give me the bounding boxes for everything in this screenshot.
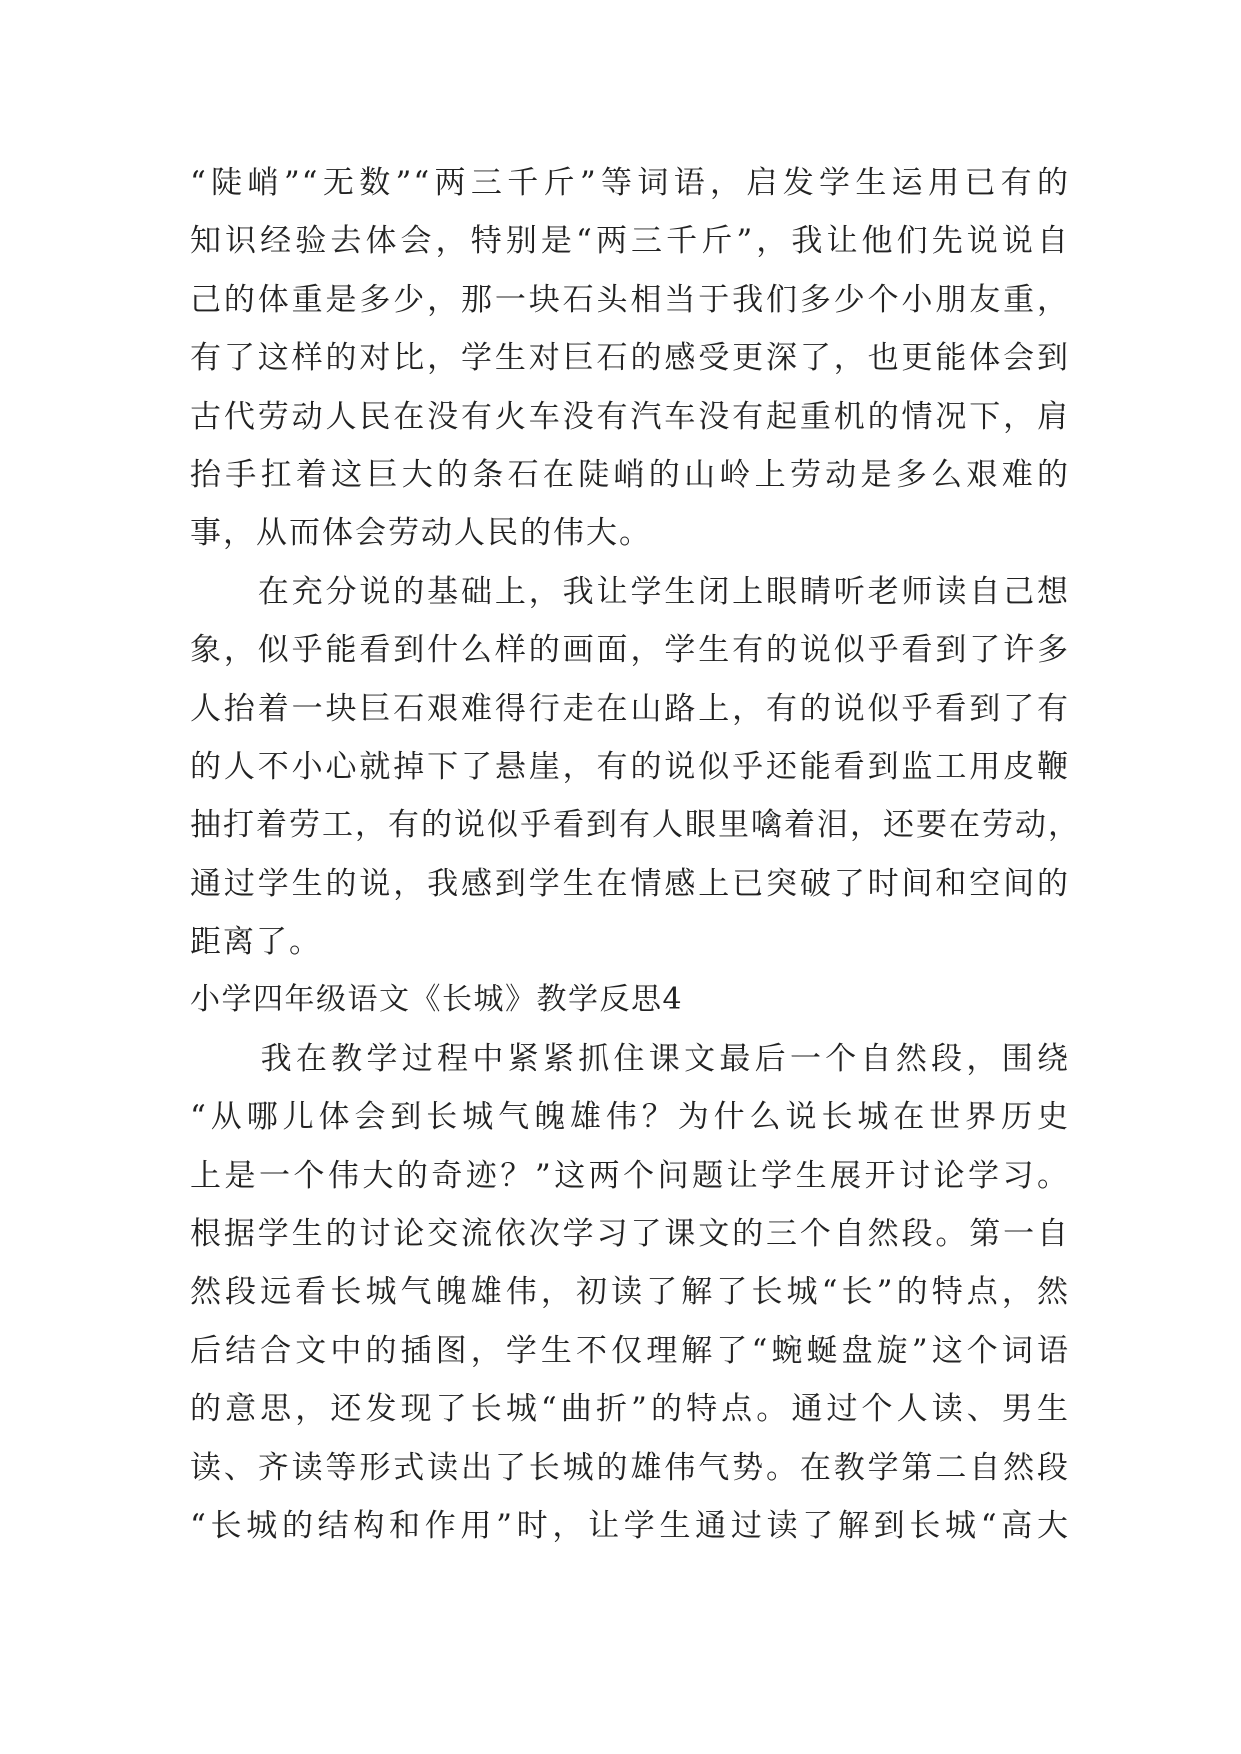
text-line: 知识经验去体会，特别是“两三千斤”，我让他们先说说自 [190, 223, 1070, 260]
section-heading: 小学四年级语文《长城》教学反思4 [190, 982, 684, 1018]
text-line: 抽打着劳工，有的说似乎看到有人眼里噙着泪，还要在劳动， [190, 807, 1081, 844]
text-line: 后结合文中的插图，学生不仅理解了“蜿蜒盘旋”这个词语 [190, 1332, 1070, 1369]
text-line: “陡峭”“无数”“两三千斤”等词语，启发学生运用已有的 [190, 165, 1070, 201]
text-line: 有了这样的对比，学生对巨石的感受更深了，也更能体会到 [190, 340, 1070, 377]
text-line: 抬手扛着这巨大的条石在陡峭的山岭上劳动是多么艰难的 [190, 456, 1070, 493]
text-line: 事，从而体会劳动人民的伟大。 [190, 515, 652, 552]
text-line: 然段远看长城气魄雄伟，初读了解了长城“长”的特点，然 [190, 1274, 1070, 1311]
text-line: 的意思，还发现了长城“曲折”的特点。通过个人读、男生 [190, 1391, 1070, 1428]
text-line: 通过学生的说，我感到学生在情感上已突破了时间和空间的 [190, 865, 1070, 902]
text-line: 古代劳动人民在没有火车没有汽车没有起重机的情况下，肩 [190, 398, 1070, 435]
text-line: 读、齐读等形式读出了长城的雄伟气势。在教学第二自然段 [190, 1449, 1070, 1486]
text-line: 己的体重是多少，那一块石头相当于我们多少个小朋友重， [190, 281, 1070, 318]
text-line: 象，似乎能看到什么样的画面，学生有的说似乎看到了许多 [190, 632, 1070, 669]
text-line: “从哪儿体会到长城气魄雄伟？为什么说长城在世界历史 [190, 1099, 1070, 1136]
text-line: “长城的结构和作用”时，让学生通过读了解到长城“高大 [190, 1507, 1070, 1544]
text-line: 的人不小心就掉下了悬崖，有的说似乎还能看到监工用皮鞭 [190, 748, 1070, 785]
paragraph-2 [190, 563, 1081, 972]
text-line: 我在教学过程中紧紧抓住课文最后一个自然段，围绕 [190, 1040, 1070, 1077]
text-line: 上是一个伟大的奇迹？”这两个问题让学生展开讨论学习。 [190, 1157, 1070, 1194]
paragraph-1 [190, 154, 1070, 563]
text-line: 根据学生的讨论交流依次学习了课文的三个自然段。第一自 [190, 1216, 1070, 1253]
text-line: 人抬着一块巨石艰难得行走在山路上，有的说似乎看到了有 [190, 690, 1070, 727]
document-body [190, 154, 1081, 1555]
text-line: 距离了。 [190, 924, 322, 961]
paragraph-3 [190, 1030, 1070, 1556]
text-line: 在充分说的基础上，我让学生闭上眼睛听老师读自己想 [190, 573, 1070, 610]
